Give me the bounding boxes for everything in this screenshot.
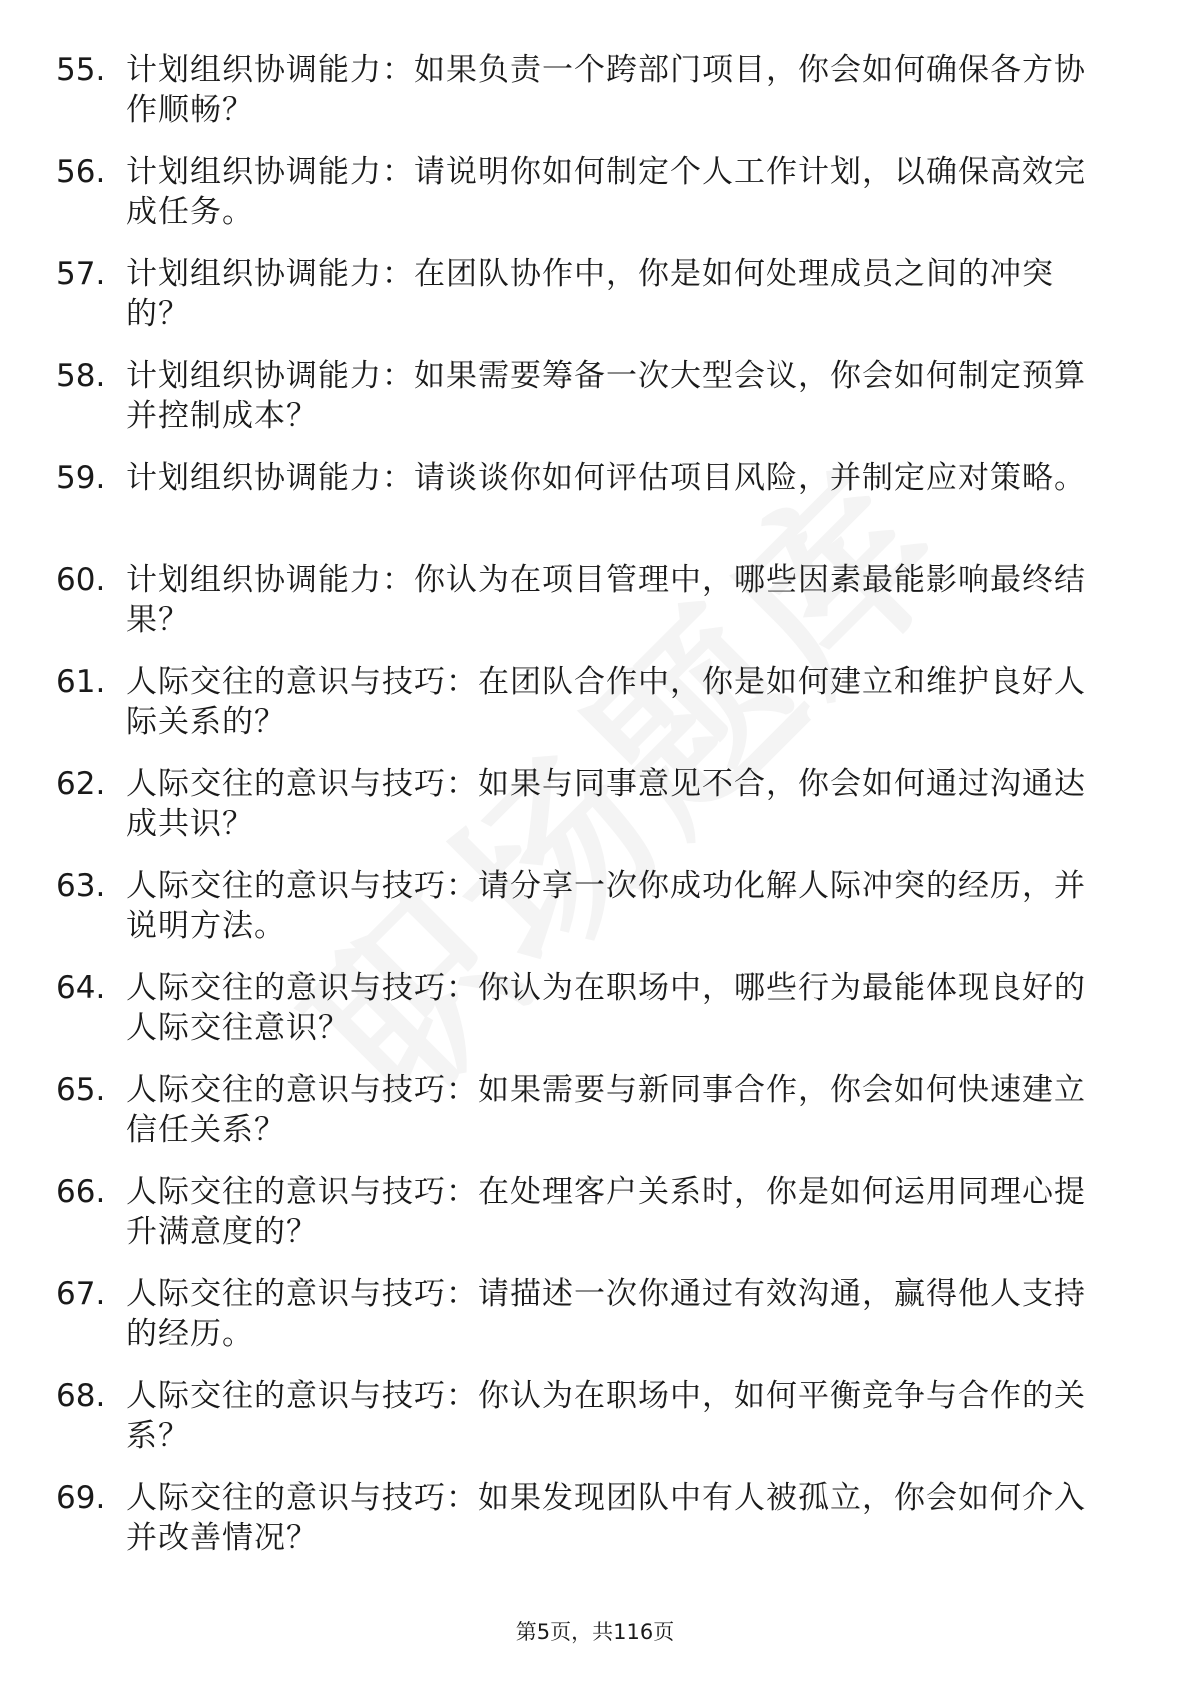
question-text: 计划组织协调能力：请说明你如何制定个人工作计划，以确保高效完成任务。 xyxy=(126,154,1086,230)
question-text: 人际交往的意识与技巧：请描述一次你通过有效沟通，赢得他人支持的经历。 xyxy=(126,1276,1086,1352)
question-number: 65. xyxy=(56,1072,106,1108)
question-text: 人际交往的意识与技巧：如果与同事意见不合，你会如何通过沟通达成共识？ xyxy=(126,766,1086,842)
list-item xyxy=(56,50,1116,152)
question-text: 计划组织协调能力：你认为在项目管理中，哪些因素最能影响最终结果？ xyxy=(126,562,1086,638)
question-number: 58. xyxy=(56,358,106,394)
question-number: 61. xyxy=(56,664,106,700)
question-number: 59. xyxy=(56,460,106,496)
list-item xyxy=(56,356,1116,458)
list-item xyxy=(56,968,1116,1070)
question-number: 60. xyxy=(56,562,106,598)
question-number: 66. xyxy=(56,1174,106,1210)
question-number: 63. xyxy=(56,868,106,904)
list-item xyxy=(56,560,1116,662)
page-number-footer: 第5页，共116页 xyxy=(515,1620,675,1644)
list-item xyxy=(56,1070,1116,1172)
question-text: 人际交往的意识与技巧：请分享一次你成功化解人际冲突的经历，并说明方法。 xyxy=(126,868,1086,944)
list-item xyxy=(56,1274,1116,1376)
list-item xyxy=(56,152,1116,254)
question-number: 55. xyxy=(56,52,106,88)
question-text: 人际交往的意识与技巧：如果需要与新同事合作，你会如何快速建立信任关系？ xyxy=(126,1072,1086,1148)
question-text: 计划组织协调能力：如果负责一个跨部门项目，你会如何确保各方协作顺畅？ xyxy=(126,52,1086,128)
question-number: 57. xyxy=(56,256,106,292)
question-text: 计划组织协调能力：如果需要筹备一次大型会议，你会如何制定预算并控制成本？ xyxy=(126,358,1086,434)
question-text: 计划组织协调能力：请谈谈你如何评估项目风险，并制定应对策略。 xyxy=(126,460,1086,496)
question-number: 64. xyxy=(56,970,106,1006)
list-item xyxy=(56,662,1116,764)
list-item xyxy=(56,764,1116,866)
question-number: 68. xyxy=(56,1378,106,1414)
question-text: 人际交往的意识与技巧：如果发现团队中有人被孤立，你会如何介入并改善情况？ xyxy=(126,1480,1086,1556)
list-item xyxy=(56,1172,1116,1274)
question-text: 人际交往的意识与技巧：你认为在职场中，哪些行为最能体现良好的人际交往意识？ xyxy=(126,970,1086,1046)
question-number: 67. xyxy=(56,1276,106,1312)
list-item xyxy=(56,254,1116,356)
list-item xyxy=(56,866,1116,968)
list-item xyxy=(56,458,1116,560)
question-number: 69. xyxy=(56,1480,106,1516)
list-item xyxy=(56,1376,1116,1478)
question-number: 62. xyxy=(56,766,106,802)
list-item xyxy=(56,1478,1116,1580)
question-text: 人际交往的意识与技巧：你认为在职场中，如何平衡竞争与合作的关系？ xyxy=(126,1378,1086,1454)
question-text: 人际交往的意识与技巧：在团队合作中，你是如何建立和维护良好人际关系的？ xyxy=(126,664,1086,740)
question-text: 计划组织协调能力：在团队协作中，你是如何处理成员之间的冲突的？ xyxy=(126,256,1054,332)
question-text: 人际交往的意识与技巧：在处理客户关系时，你是如何运用同理心提升满意度的？ xyxy=(126,1174,1086,1250)
question-number: 56. xyxy=(56,154,106,190)
question-list xyxy=(56,50,1116,1580)
